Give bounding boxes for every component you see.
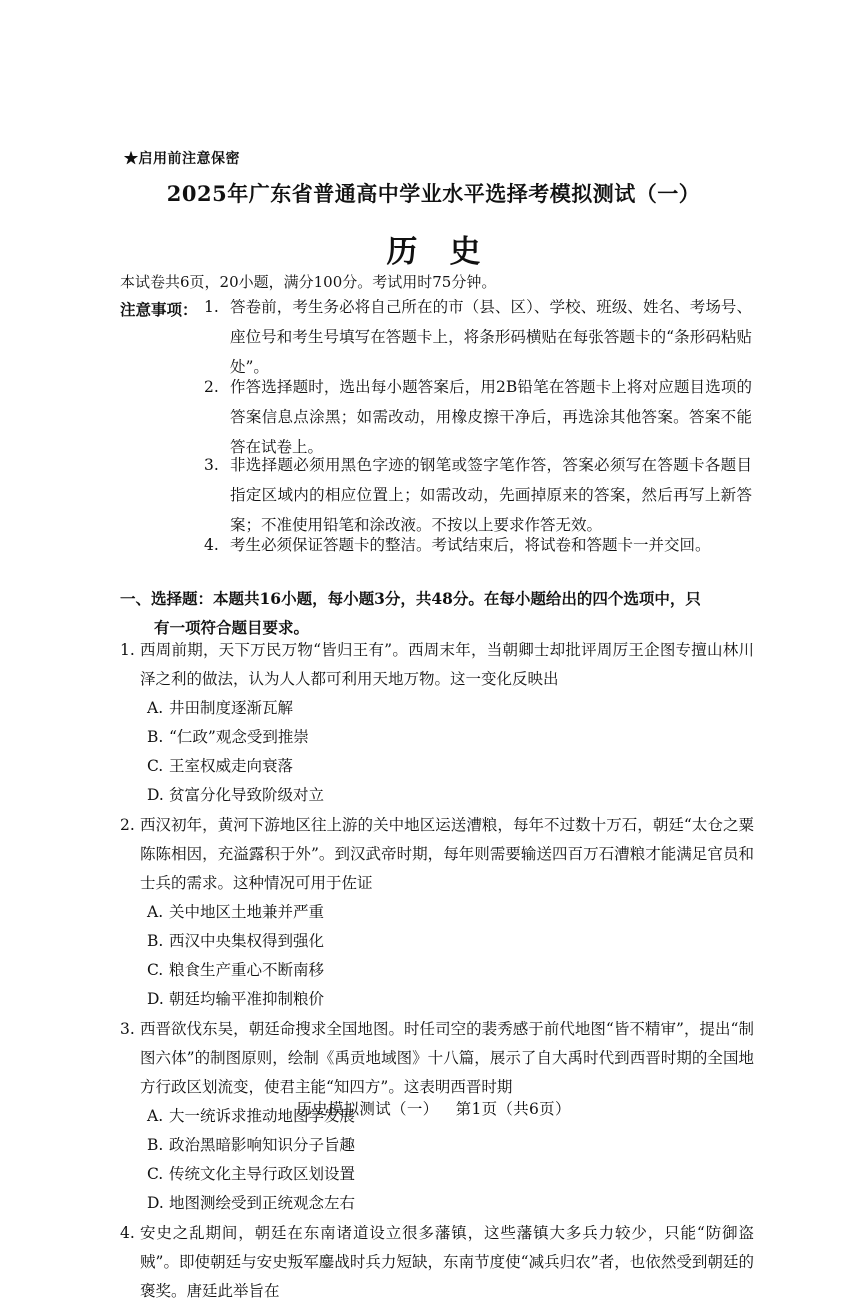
- question-text: 安史之乱期间，朝廷在东南诸道设立很多藩镇，这些藩镇大多兵力较少，只能“防御盗贼”。即使朝廷与安史叛军鏖战时兵力短缺，东南节度使“减兵归农”者，也依然受到朝廷的褒奖。唐廷此举旨在: [140, 1224, 754, 1300]
- notice-number: 2.: [204, 378, 219, 396]
- footer-exam-name: 历史模拟测试（一）: [296, 1100, 439, 1118]
- notice-number: 4.: [204, 536, 219, 554]
- notice-text: 答卷前，考生务必将自己所在的市（县、区）、学校、班级、姓名、考场号、座位号和考生号填写在答题卡上，将条形码横贴在每张答题卡的“条形码粘贴处”。: [230, 298, 752, 376]
- question-stem: [120, 1219, 754, 1306]
- option-label: B.: [147, 1136, 164, 1154]
- option-label: A.: [147, 903, 164, 921]
- notice-text: 作答选择题时，选出每小题答案后，用2B铅笔在答题卡上将对应题目选项的答案信息点涂黑；如需改动，用橡皮擦干净后，再选涂其他答案。答案不能答在试卷上。: [230, 378, 752, 456]
- option-label: C.: [147, 1165, 164, 1183]
- option-c: [147, 956, 457, 985]
- option-text: 朝廷均输平准抑制粮价: [169, 990, 325, 1008]
- question-text: 西汉初年，黄河下游地区往上游的关中地区运送漕粮，每年不过数十万石，朝廷“太仓之粟陈陈相因，充溢露积于外”。到汉武帝时期，每年则需要输送四百万石漕粮才能满足官员和士兵的需求。这种情况可用于佐证: [140, 816, 754, 892]
- question-number: 1.: [120, 641, 135, 659]
- option-text: 王室权威走向衰落: [169, 757, 294, 775]
- section-heading-line: 一、选择题：本题共16小题，每小题3分，共48分。在每小题给出的四个选项中，只: [120, 589, 701, 608]
- option-a: [147, 898, 457, 927]
- option-b: [147, 723, 457, 752]
- question-item: [120, 1219, 754, 1306]
- option-d: [147, 781, 457, 810]
- notice-number: 3.: [204, 456, 219, 474]
- option-text: 政治黑暗影响知识分子旨趣: [169, 1136, 356, 1154]
- option-label: D.: [147, 786, 164, 804]
- question-stem: [120, 1015, 754, 1102]
- option-a: [147, 694, 457, 723]
- notice-label: 注意事项：: [120, 300, 198, 319]
- subject-title: 历史: [386, 234, 513, 270]
- option-text: 井田制度逐渐瓦解: [169, 699, 294, 717]
- section-heading: [120, 584, 752, 642]
- option-label: D.: [147, 990, 164, 1008]
- notice-text: 非选择题必须用黑色字迹的钢笔或签字笔作答，答案必须写在答题卡各题目指定区域内的相应位置上；如需改动，先画掉原来的答案，然后再写上新答案；不准使用铅笔和涂改液。不按以上要求作答无效。: [230, 456, 752, 534]
- option-group: [120, 898, 754, 1014]
- option-text: 传统文化主导行政区划设置: [169, 1165, 356, 1183]
- section-heading-line: 有一项符合题目要求。: [154, 618, 310, 637]
- question-stem: [120, 811, 754, 898]
- option-text: 地图测绘受到正统观念左右: [169, 1194, 356, 1212]
- confidential-notice: ★启用前注意保密: [124, 151, 240, 167]
- exam-intro: 本试卷共6页，20小题，满分100分。考试用时75分钟。: [120, 273, 497, 291]
- notice-item: [204, 536, 752, 560]
- notice-item: [204, 298, 752, 382]
- question-number: 4.: [120, 1224, 135, 1242]
- question-list: [120, 636, 754, 1307]
- question-number: 2.: [120, 816, 135, 834]
- option-b: [147, 1131, 457, 1160]
- option-label: D.: [147, 1194, 164, 1212]
- option-label: C.: [147, 961, 164, 979]
- option-c: [147, 752, 457, 781]
- question-number: 3.: [120, 1020, 135, 1038]
- option-b: [147, 927, 457, 956]
- option-label: C.: [147, 757, 164, 775]
- option-d: [147, 1189, 457, 1218]
- notice-item: [204, 456, 752, 540]
- option-group: [120, 1102, 754, 1218]
- question-text: 西周前期，天下万民万物“皆归王有”。西周末年，当朝卿士却批评周厉王企图专擅山林川泽之利的做法，认为人人都可利用天地万物。这一变化反映出: [140, 641, 754, 688]
- option-group: [120, 694, 754, 810]
- exam-title: 2025年广东省普通高中学业水平选择考模拟测试（一）: [166, 181, 701, 206]
- option-label: B.: [147, 728, 164, 746]
- question-stem: [120, 636, 754, 694]
- option-label: B.: [147, 932, 164, 950]
- question-item: [120, 636, 754, 810]
- option-text: 大一统诉求推动地图学发展: [169, 1107, 356, 1125]
- footer-page-number: 第1页（共6页）: [455, 1100, 571, 1118]
- option-label: A.: [147, 1107, 164, 1125]
- option-c: [147, 1160, 457, 1189]
- question-text: 西晋欲伐东吴，朝廷命搜求全国地图。时任司空的裴秀感于前代地图“皆不精审”，提出“制图六体”的制图原则，绘制《禹贡地域图》十八篇，展示了自大禹时代到西晋时期的全国地方行政区划流变，使君主能“知四方”。这表明西晋时期: [140, 1020, 754, 1096]
- question-item: [120, 811, 754, 1014]
- option-text: 西汉中央集权得到强化: [169, 932, 325, 950]
- option-text: 关中地区土地兼并严重: [169, 903, 325, 921]
- option-text: 贫富分化导致阶级对立: [169, 786, 325, 804]
- notice-number: 1.: [204, 298, 219, 316]
- option-text: 粮食生产重心不断南移: [169, 961, 325, 979]
- option-d: [147, 985, 457, 1014]
- option-label: A.: [147, 699, 164, 717]
- notice-text: 考生必须保证答题卡的整洁。考试结束后，将试卷和答题卡一并交回。: [230, 536, 711, 554]
- option-text: “仁政”观念受到推崇: [169, 728, 309, 746]
- page-footer: [0, 1097, 867, 1119]
